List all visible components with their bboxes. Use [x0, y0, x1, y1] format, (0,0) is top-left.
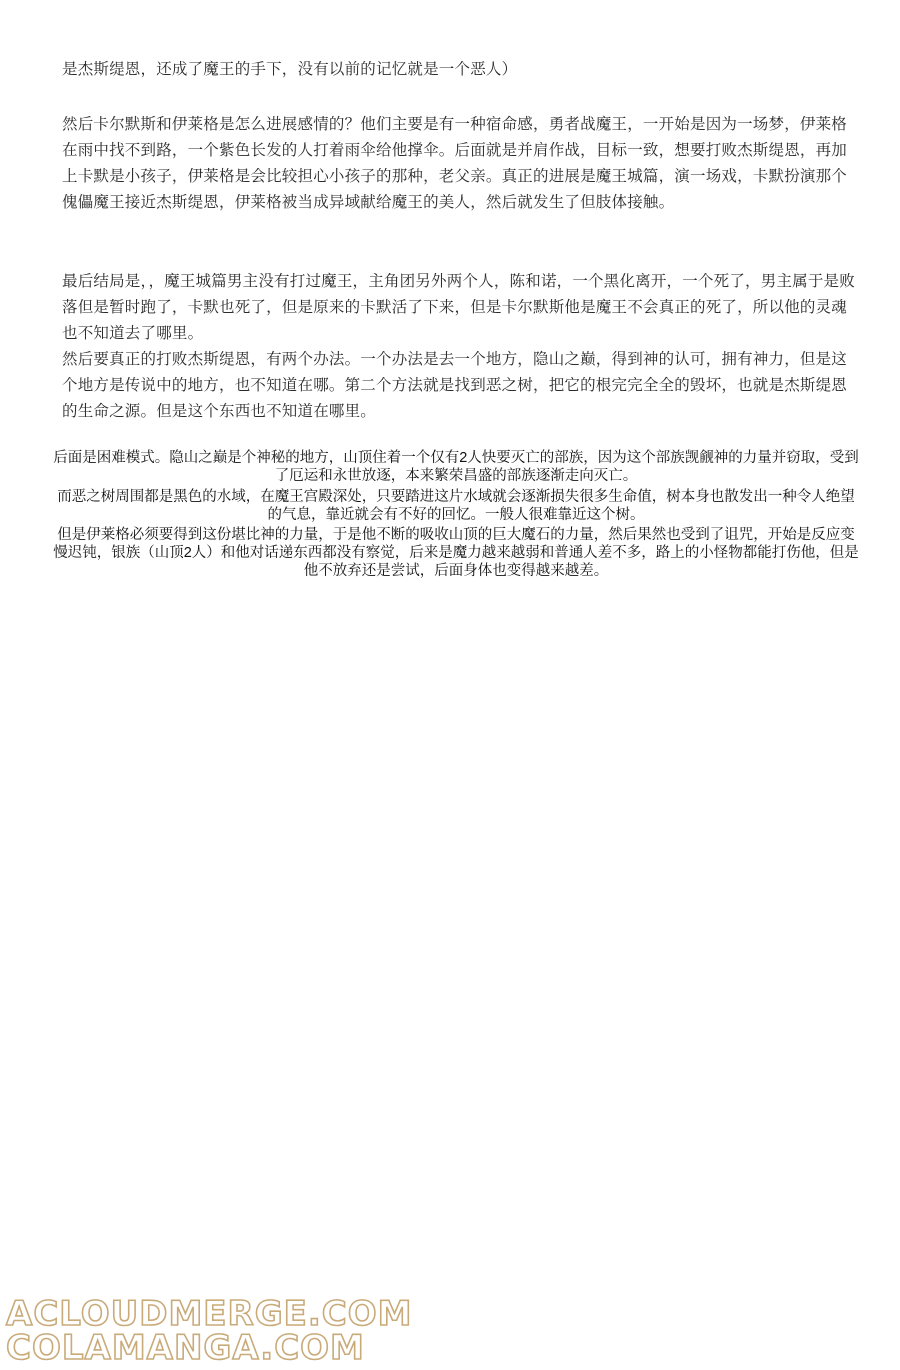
paragraph-2: 然后卡尔默斯和伊莱格是怎么进展感情的？他们主要是有一种宿命感，勇者战魔王，一开始是因为一场梦，伊莱格在雨中找不到路，一个紫色长发的人打着雨伞给他撑伞。后面就是并肩作战，目标一致，想要打败杰斯缇恩，再加上卡默是小孩子，伊莱格是会比较担心小孩子的那种，老父亲。真正的进展是魔王城篇，演一场戏，卡默扮演那个傀儡魔王接近杰斯缇恩，伊莱格被当成异域献给魔王的美人，然后就发生了但肢体接触。 [62, 115, 848, 211]
paragraph-3: 最后结局是，，魔王城篇男主没有打过魔王，主角团另外两个人，陈和诺，一个黑化离开，一个死了，男主属于是败落但是暂时跑了，卡默也死了，但是原来的卡默活了下来，但是卡尔默斯他是魔王不会真正的死了，所以他的灵魂也不知道去了哪里。 [62, 272, 855, 342]
watermark-line-1: ACLOUDMERGE.COM [6, 1294, 413, 1334]
watermark-line-2: COLAMANGA.COM [6, 1328, 365, 1368]
centered-paragraph-3: 但是伊莱格必须要得到这份堪比神的力量，于是他不断的吸收山顶的巨大魔石的力量，然后果然也受到了诅咒，开始是反应变慢迟钝，银族（山顶2人）和他对话递东西都没有察觉，后来是魔力越来越弱和普通人差不多，路上的小怪物都能打伤他，但是他不放弃还是尝试，后面身体也变得越来越差。 [53, 527, 859, 579]
centered-paragraph-1: 后面是困难模式。隐山之巅是个神秘的地方，山顶住着一个仅有2人快要灭亡的部族，因为这个部族觊觎神的力量并窃取，受到了厄运和永世放逐，本来繁荣昌盛的部族逐渐走向灭亡。 [53, 450, 859, 484]
centered-paragraph-2: 而恶之树周围都是黑色的水域，在魔王宫殿深处，只要踏进这片水域就会逐渐损失很多生命值，树本身也散发出一种令人绝望的气息，靠近就会有不好的回忆。一般人很难靠近这个树。 [57, 489, 855, 523]
paragraph-1: 是杰斯缇恩，还成了魔王的手下，没有以前的记忆就是一个恶人） [62, 60, 518, 78]
paragraph-4: 然后要真正的打败杰斯缇恩，有两个办法。一个办法是去一个地方，隐山之巅，得到神的认可，拥有神力，但是这个地方是传说中的地方，也不知道在哪。第二个方法就是找到恶之树，把它的根完完全全的毁坏，也就是杰斯缇恩的生命之源。但是这个东西也不知道在哪里。 [62, 350, 848, 420]
